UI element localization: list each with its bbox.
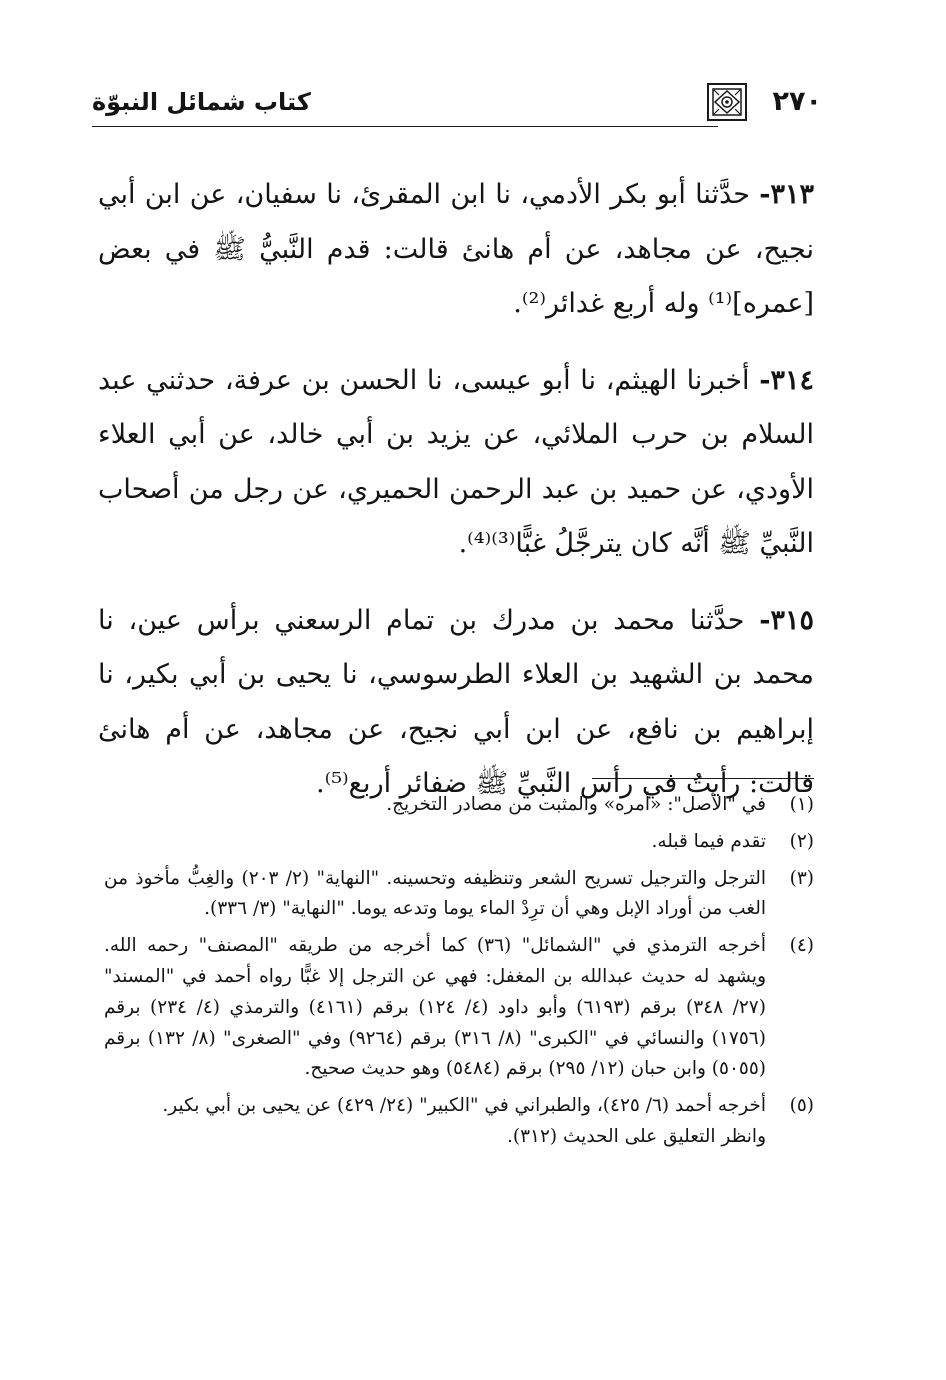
- main-text: [98, 168, 814, 834]
- footnote-4: [104, 931, 814, 1085]
- footnote-body: [104, 1091, 766, 1153]
- hadith-314: [98, 354, 814, 572]
- hadith-313: [98, 168, 814, 332]
- hadith-number: ٣١٣-: [759, 179, 814, 210]
- page-number: ٢٧٠: [772, 86, 822, 117]
- footnote-number: (٤): [789, 935, 814, 957]
- footnote-1: [104, 790, 814, 821]
- footnote-extra-text: وانظر التعليق على الحديث (٣١٢).: [506, 1125, 766, 1147]
- footnote-3: [104, 864, 814, 926]
- hadith-number: ٣١٤-: [759, 364, 814, 396]
- square-ornament-icon: [706, 82, 748, 122]
- footnote-2: [104, 827, 814, 858]
- footnote-text: الترجل والترجيل تسريح الشعر وتنظيفه وتحسينه. "النهاية" (٢/ ٢٠٣) والغِبُّ مأخوذ من الغب من أوراد الإبل وهي أن ترِدْ الماء يوما وتدعه يوما. "النهاية" (٣/ ٣٣٦).: [104, 867, 766, 920]
- footnote-number: (٥): [789, 1095, 814, 1117]
- page-header: [92, 80, 822, 130]
- footnote-text: تقدم فيما قبله.: [651, 830, 766, 852]
- hadith-text: أخبرنا الهيثم، نا أبو عيسى، نا الحسن بن عرفة، حدثني عبد السلام بن حرب الملائي، عن يزيد بن أبي خالد، عن أبي العلاء الأودي، عن حميد بن عبد الرحمن الحميري، عن رجل من أصحاب النَّبيِّ ﷺ أنَّه كان يترجَّلُ غبًّا⁽³⁾⁽⁴⁾.: [98, 364, 814, 559]
- book-title: كتاب شمائل النبوّة: [92, 88, 311, 116]
- footnote-text: أخرجه الترمذي في "الشمائل" (٣٦) كما أخرجه من طريقه "المصنف" رحمه الله. ويشهد له حديث عبدالله بن المغفل: فهي عن الترجل إلا غبًّا رواه أحمد في "المسند" (٢٧/ ٣٤٨) برقم (٦١٩٣) وأبو داود (٤/ ١٢٤) برقم (٤١٦١) والترمذي (٤/ ٢٣٤) برقم (١٧٥٦) والنسائي في "الكبرى" (٨/ ٣١٦) برقم (٩٢٦٤) وفي "الصغرى" (٨/ ١٣٢) برقم (٥٠٥٥) وابن حبان (١٢/ ٢٩٥) برقم (٥٤٨٤) وهو حديث صحيح.: [104, 935, 766, 1080]
- footnote-divider: [592, 778, 814, 779]
- hadith-text: حدَّثنا محمد بن مدرك بن تمام الرسعني برأس عين، نا محمد بن الشهيد بن العلاء الطرسوسي، نا يحيى بن أبي بكير، نا إبراهيم بن نافع، عن ابن أبي نجيح، عن مجاهد، عن أم هانئ قالت: رأيتُ في رأس النَّبيِّ ﷺ ضفائر أربع⁽⁵⁾.: [98, 604, 814, 799]
- footnote-text: في "الأصل": «أمره» والمثبت من مصادر التخريج.: [386, 794, 766, 815]
- footnote-text: أخرجه أحمد (٦/ ٤٢٥)، والطبراني في "الكبير" (٢٤/ ٤٢٩) عن يحيى بن أبي بكير.: [162, 1095, 766, 1117]
- header-divider: [92, 126, 718, 127]
- footnote-number: (٣): [789, 867, 814, 889]
- footnote-number: (١): [789, 794, 814, 815]
- footnote-5: [104, 1091, 814, 1153]
- hadith-number: ٣١٥-: [759, 604, 814, 636]
- footnotes: [104, 790, 814, 1159]
- footnote-number: (٢): [789, 830, 814, 852]
- hadith-text: حدَّثنا أبو بكر الأدمي، نا ابن المقرئ، نا سفيان، عن ابن أبي نجيح، عن مجاهد، عن أم هانئ قالت: قدم النَّبيُّ ﷺ في بعض [عمره]⁽¹⁾ وله أربع غدائر⁽²⁾.: [98, 179, 814, 319]
